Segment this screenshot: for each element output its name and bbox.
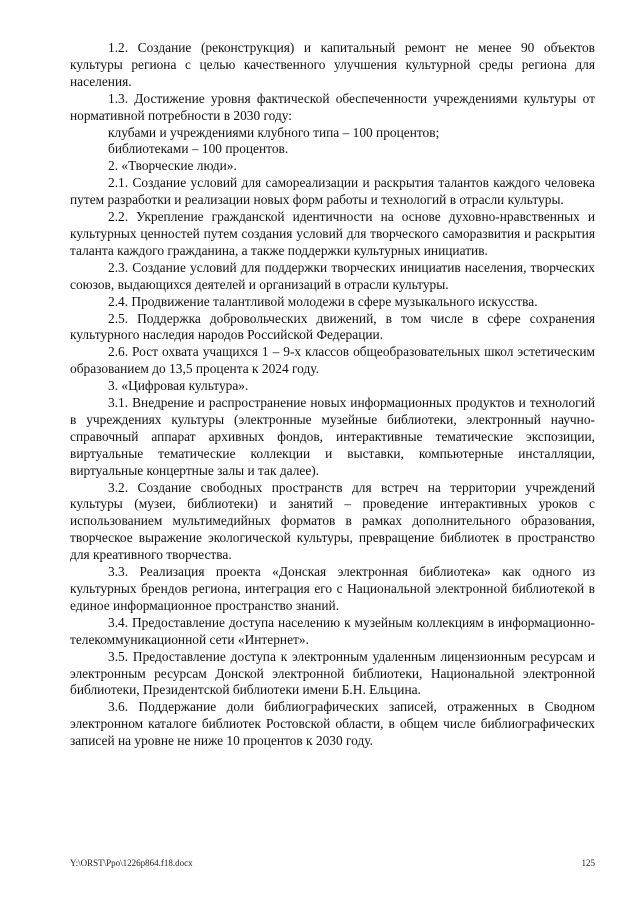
- paragraph-2-1: 2.1. Создание условий для самореализации и раскрытия талантов каждого человека путем разработки и реализации новых форм работы и технологий в отрасли культуры.: [70, 175, 595, 208]
- paragraph-3-1: 3.1. Внедрение и распространение новых информационных продуктов и технологий в учреждениях культуры (электронные музейные библиотеки, электронный научно-справочный аппарат архивных фондов, интерактивные тематические экспозиции, виртуальные тематические коллекции и выставки, компьютерные инсталляции, виртуальные концертные залы и так далее).: [70, 395, 595, 478]
- footer-page-number: 125: [581, 858, 595, 868]
- paragraph-2-3: 2.3. Создание условий для поддержки творческих инициатив населения, творческих союзов, выдающихся деятелей и организаций в отрасли культуры.: [70, 259, 595, 292]
- footer-file-path: Y:\ORST\Ppo\1226p864.f18.docx: [70, 858, 193, 868]
- paragraph-2-4: 2.4. Продвижение талантливой молодежи в сфере музыкального искусства.: [108, 293, 538, 309]
- section-heading-digital-culture: 3. «Цифровая культура».: [108, 378, 249, 394]
- document-body: [70, 40, 595, 750]
- page-footer: [70, 858, 595, 869]
- paragraph-3-4: 3.4. Предоставление доступа населению к музейным коллекциям в информационно-телекоммуникационной сети «Интернет».: [70, 614, 595, 647]
- paragraph-1-3: 1.3. Достижение уровня фактической обеспеченности учреждениями культуры от нормативной потребности в 2030 году:: [70, 90, 595, 123]
- paragraph-1-2: 1.2. Создание (реконструкция) и капитальный ремонт не менее 90 объектов культуры региона с целью качественного улучшения культурной среды региона для населения.: [70, 40, 595, 89]
- paragraph-3-3: 3.3. Реализация проекта «Донская электронная библиотека» как одного из культурных брендов региона, интеграция его с Национальной электронной библиотекой в единое информационное пространство знаний.: [70, 564, 595, 613]
- section-heading-creative-people: 2. «Творческие люди».: [108, 158, 237, 174]
- paragraph-2-2: 2.2. Укрепление гражданской идентичности на основе духовно-нравственных и культурных ценностей путем создания условий для творческого саморазвития и раскрытия таланта каждого гражданина, а также поддержки культурных инициатив.: [70, 209, 595, 258]
- paragraph-3-6: 3.6. Поддержание доли библиографических записей, отраженных в Сводном электронном каталоге библиотек Ростовской области, в общем числе библиографических записей на уровне не ниже 10 процентов к 2030 году.: [70, 699, 595, 749]
- paragraph-3-2: 3.2. Создание свободных пространств для встреч на территории учреждений культуры (музеи, библиотеки) и занятий – проведение интерактивных уроков с использованием мультимедийных форматов в рамках дополнительного образования, творческое выражение экологической культуры, превращение библиотек в пространство для креативного творчества.: [70, 479, 595, 563]
- list-item-clubs: клубами и учреждениями клубного типа – 100 процентов;: [108, 124, 440, 140]
- paragraph-2-6: 2.6. Рост охвата учащихся 1 – 9-х классов общеобразовательных школ эстетическим образованием до 13,5 процента к 2024 году.: [70, 344, 595, 377]
- list-item-libraries: библиотеками – 100 процентов.: [108, 141, 289, 157]
- paragraph-3-5: 3.5. Предоставление доступа к электронным удаленным лицензионным ресурсам и электронным ресурсам Донской электронной библиотеки, Национальной электронной библиотеки, Президентской библиотеки имени Б.Н. Ельцина.: [70, 648, 595, 698]
- paragraph-2-5: 2.5. Поддержка добровольческих движений, в том числе в сфере сохранения культурного наследия народов Российской Федерации.: [70, 310, 595, 343]
